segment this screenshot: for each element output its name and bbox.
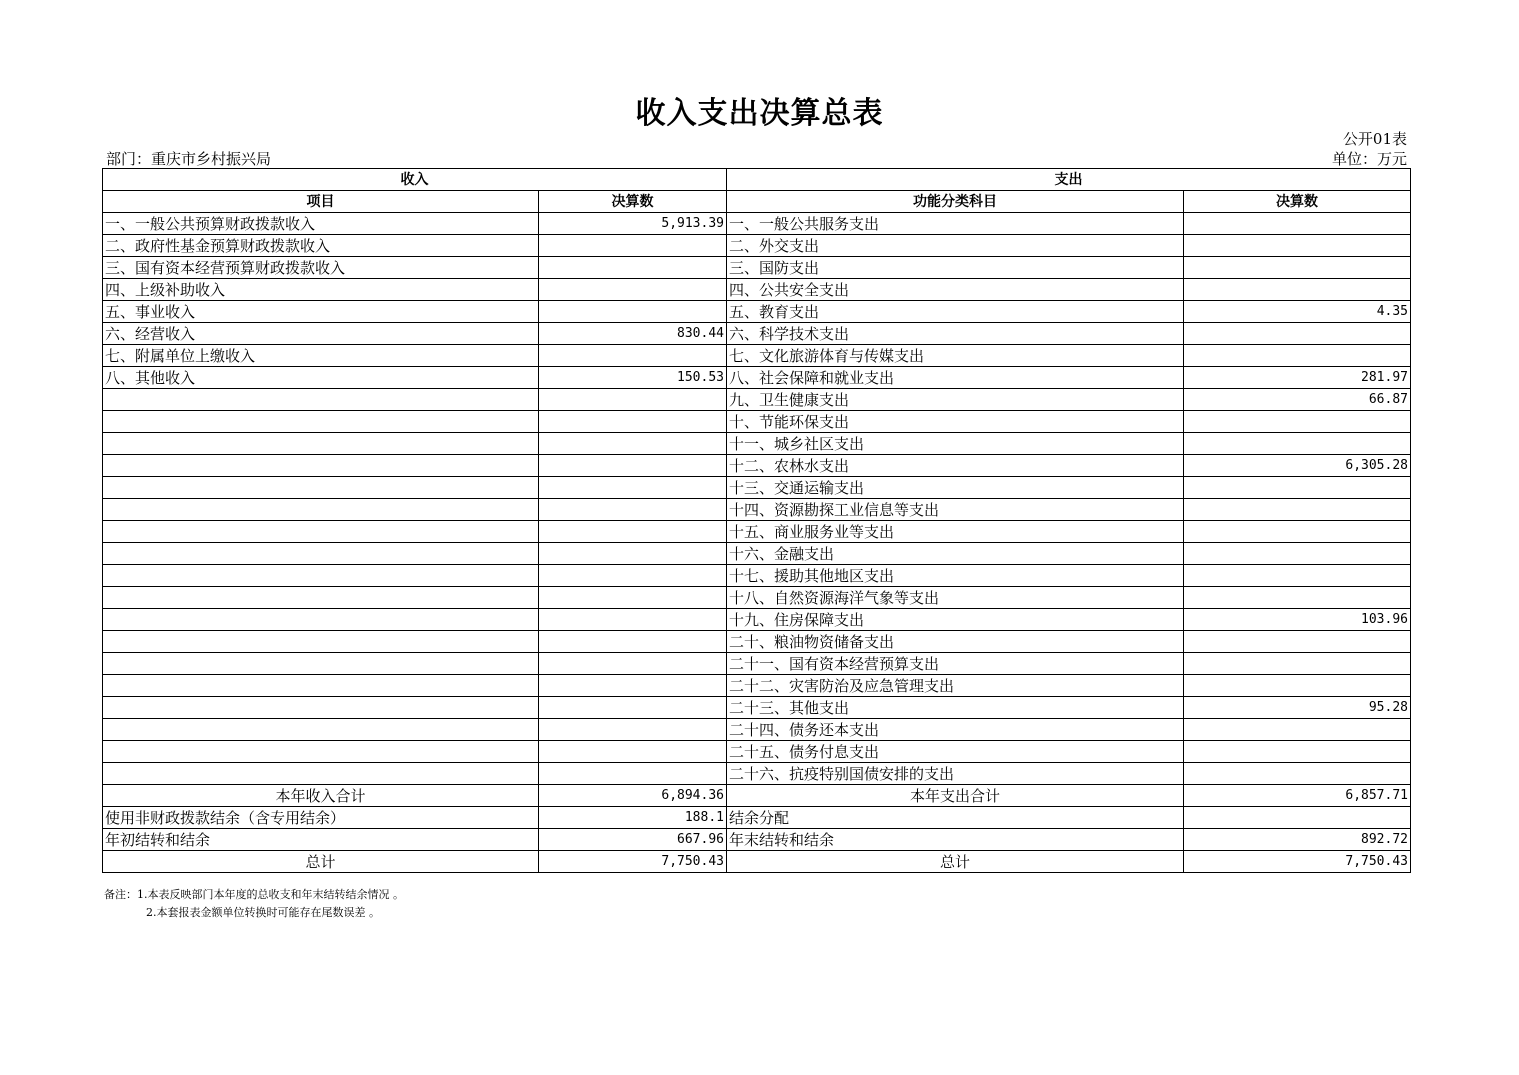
income-item-cell: 二、政府性基金预算财政拨款收入: [103, 235, 539, 257]
income-item-cell: [103, 675, 539, 697]
income-amount-cell: [539, 763, 727, 785]
summary-income-amount: 667.96: [539, 829, 727, 851]
summary-row: [103, 829, 1411, 851]
income-amount-cell: [539, 521, 727, 543]
table-row: [103, 543, 1411, 565]
table-row: [103, 235, 1411, 257]
expense-amount-cell: [1184, 235, 1411, 257]
expense-item-cell: 二十四、债务还本支出: [727, 719, 1184, 741]
table-row: [103, 719, 1411, 741]
expense-amount-cell: [1184, 477, 1411, 499]
table-row: [103, 411, 1411, 433]
expense-amount-cell: [1184, 257, 1411, 279]
expense-item-cell: 二十二、灾害防治及应急管理支出: [727, 675, 1184, 697]
expense-amount-cell: [1184, 345, 1411, 367]
expense-item-cell: 一、一般公共服务支出: [727, 213, 1184, 235]
form-code: 公开01表: [1342, 130, 1407, 148]
table-row: [103, 345, 1411, 367]
income-amount-cell: [539, 587, 727, 609]
note-line-2: 2.本套报表金额单位转换时可能存在尾数误差 。: [146, 906, 380, 919]
page-title: 收入支出决算总表: [635, 96, 884, 131]
group-header-row: [103, 169, 1411, 191]
income-amount-cell: [539, 301, 727, 323]
table-row: [103, 741, 1411, 763]
summary-income-label: 本年收入合计: [103, 785, 539, 807]
expense-item-cell: 二十一、国有资本经营预算支出: [727, 653, 1184, 675]
summary-income-label: 总计: [103, 851, 539, 873]
income-item-cell: 四、上级补助收入: [103, 279, 539, 301]
summary-expense-amount: 7,750.43: [1184, 851, 1411, 873]
income-amount-cell: [539, 697, 727, 719]
summary-expense-label: 本年支出合计: [727, 785, 1184, 807]
department-label: 部门：重庆市乡村振兴局: [106, 150, 272, 168]
expense-amount-cell: [1184, 741, 1411, 763]
income-item-cell: [103, 587, 539, 609]
income-item-cell: 七、附属单位上缴收入: [103, 345, 539, 367]
expense-item-cell: 十三、交通运输支出: [727, 477, 1184, 499]
table-row: [103, 697, 1411, 719]
income-item-cell: [103, 653, 539, 675]
income-group-header: 收入: [103, 169, 727, 191]
summary-income-amount: 188.1: [539, 807, 727, 829]
income-amount-cell: [539, 345, 727, 367]
income-item-cell: [103, 389, 539, 411]
table-row: [103, 675, 1411, 697]
income-amount-cell: [539, 609, 727, 631]
income-amount-column-header: 决算数: [539, 191, 727, 213]
expense-item-cell: 七、文化旅游体育与传媒支出: [727, 345, 1184, 367]
column-header-row: [103, 191, 1411, 213]
expense-item-cell: 五、教育支出: [727, 301, 1184, 323]
expense-amount-cell: [1184, 653, 1411, 675]
expense-amount-cell: [1184, 213, 1411, 235]
summary-expense-label: 年末结转和结余: [727, 829, 1184, 851]
income-amount-cell: [539, 653, 727, 675]
function-column-header: 功能分类科目: [727, 191, 1184, 213]
summary-income-amount: 6,894.36: [539, 785, 727, 807]
table-row: [103, 763, 1411, 785]
income-amount-cell: 5,913.39: [539, 213, 727, 235]
expense-amount-cell: [1184, 499, 1411, 521]
table-row: [103, 631, 1411, 653]
expense-item-cell: 二十五、债务付息支出: [727, 741, 1184, 763]
income-amount-cell: 830.44: [539, 323, 727, 345]
income-item-cell: [103, 433, 539, 455]
summary-expense-amount: 892.72: [1184, 829, 1411, 851]
table-row: [103, 587, 1411, 609]
expense-amount-cell: [1184, 631, 1411, 653]
expense-item-cell: 十五、商业服务业等支出: [727, 521, 1184, 543]
income-item-cell: 六、经营收入: [103, 323, 539, 345]
table-row: [103, 477, 1411, 499]
income-amount-cell: [539, 741, 727, 763]
income-item-cell: [103, 543, 539, 565]
table-row: [103, 213, 1411, 235]
expense-item-cell: 二十六、抗疫特别国债安排的支出: [727, 763, 1184, 785]
expense-item-cell: 二十、粮油物资储备支出: [727, 631, 1184, 653]
table-row: [103, 257, 1411, 279]
income-amount-cell: [539, 389, 727, 411]
table-row: [103, 653, 1411, 675]
expense-amount-cell: 281.97: [1184, 367, 1411, 389]
expense-item-cell: 二十三、其他支出: [727, 697, 1184, 719]
expense-amount-cell: 4.35: [1184, 301, 1411, 323]
item-column-header: 项目: [103, 191, 539, 213]
income-amount-cell: [539, 235, 727, 257]
expense-item-cell: 十二、农林水支出: [727, 455, 1184, 477]
income-item-cell: [103, 521, 539, 543]
expense-item-cell: 十一、城乡社区支出: [727, 433, 1184, 455]
income-item-cell: 一、一般公共预算财政拨款收入: [103, 213, 539, 235]
income-amount-cell: 150.53: [539, 367, 727, 389]
income-item-cell: [103, 697, 539, 719]
expense-item-cell: 六、科学技术支出: [727, 323, 1184, 345]
expense-item-cell: 十、节能环保支出: [727, 411, 1184, 433]
expense-amount-cell: [1184, 763, 1411, 785]
expense-item-cell: 四、公共安全支出: [727, 279, 1184, 301]
income-item-cell: [103, 499, 539, 521]
expense-amount-cell: [1184, 521, 1411, 543]
summary-income-label: 年初结转和结余: [103, 829, 539, 851]
expense-amount-cell: [1184, 719, 1411, 741]
table-row: [103, 521, 1411, 543]
summary-row: [103, 851, 1411, 873]
income-item-cell: [103, 411, 539, 433]
table-row: [103, 433, 1411, 455]
income-amount-cell: [539, 565, 727, 587]
summary-expense-amount: [1184, 807, 1411, 829]
expense-amount-cell: [1184, 565, 1411, 587]
table-row: [103, 301, 1411, 323]
summary-row: [103, 807, 1411, 829]
summary-expense-amount: 6,857.71: [1184, 785, 1411, 807]
table-row: [103, 455, 1411, 477]
income-amount-cell: [539, 477, 727, 499]
income-item-cell: [103, 477, 539, 499]
income-amount-cell: [539, 499, 727, 521]
summary-income-amount: 7,750.43: [539, 851, 727, 873]
income-item-cell: [103, 631, 539, 653]
income-amount-cell: [539, 455, 727, 477]
income-amount-cell: [539, 675, 727, 697]
income-amount-cell: [539, 433, 727, 455]
table-row: [103, 565, 1411, 587]
summary-expense-label: 总计: [727, 851, 1184, 873]
expense-amount-cell: 6,305.28: [1184, 455, 1411, 477]
income-item-cell: [103, 455, 539, 477]
expense-item-cell: 八、社会保障和就业支出: [727, 367, 1184, 389]
expense-group-header: 支出: [727, 169, 1411, 191]
expense-item-cell: 十四、资源勘探工业信息等支出: [727, 499, 1184, 521]
income-amount-cell: [539, 631, 727, 653]
summary-row: [103, 785, 1411, 807]
table-row: [103, 389, 1411, 411]
expense-amount-cell: [1184, 323, 1411, 345]
table-row: [103, 279, 1411, 301]
budget-table: [102, 168, 1411, 873]
table-row: [103, 323, 1411, 345]
unit-label: 单位：万元: [1331, 150, 1407, 168]
income-item-cell: 五、事业收入: [103, 301, 539, 323]
income-item-cell: 三、国有资本经营预算财政拨款收入: [103, 257, 539, 279]
expense-amount-cell: 103.96: [1184, 609, 1411, 631]
income-amount-cell: [539, 279, 727, 301]
income-amount-cell: [539, 543, 727, 565]
expense-item-cell: 九、卫生健康支出: [727, 389, 1184, 411]
income-item-cell: 八、其他收入: [103, 367, 539, 389]
income-amount-cell: [539, 257, 727, 279]
income-amount-cell: [539, 411, 727, 433]
expense-amount-cell: [1184, 411, 1411, 433]
expense-item-cell: 十九、住房保障支出: [727, 609, 1184, 631]
expense-amount-cell: [1184, 587, 1411, 609]
summary-income-label: 使用非财政拨款结余（含专用结余）: [103, 807, 539, 829]
expense-amount-cell: 95.28: [1184, 697, 1411, 719]
expense-item-cell: 三、国防支出: [727, 257, 1184, 279]
expense-item-cell: 十七、援助其他地区支出: [727, 565, 1184, 587]
expense-item-cell: 十六、金融支出: [727, 543, 1184, 565]
income-item-cell: [103, 609, 539, 631]
expense-amount-cell: [1184, 543, 1411, 565]
expense-amount-cell: [1184, 433, 1411, 455]
table-body: [103, 213, 1411, 873]
expense-amount-cell: 66.87: [1184, 389, 1411, 411]
expense-amount-cell: [1184, 675, 1411, 697]
income-item-cell: [103, 763, 539, 785]
income-item-cell: [103, 719, 539, 741]
table-row: [103, 499, 1411, 521]
note-line-1: 备注：1.本表反映部门本年度的总收支和年末结转结余情况 。: [104, 888, 404, 901]
expense-amount-cell: [1184, 279, 1411, 301]
expense-amount-column-header: 决算数: [1184, 191, 1411, 213]
summary-expense-label: 结余分配: [727, 807, 1184, 829]
expense-item-cell: 十八、自然资源海洋气象等支出: [727, 587, 1184, 609]
notes: [104, 886, 404, 922]
expense-item-cell: 二、外交支出: [727, 235, 1184, 257]
income-amount-cell: [539, 719, 727, 741]
income-item-cell: [103, 565, 539, 587]
income-item-cell: [103, 741, 539, 763]
table-row: [103, 367, 1411, 389]
table-row: [103, 609, 1411, 631]
